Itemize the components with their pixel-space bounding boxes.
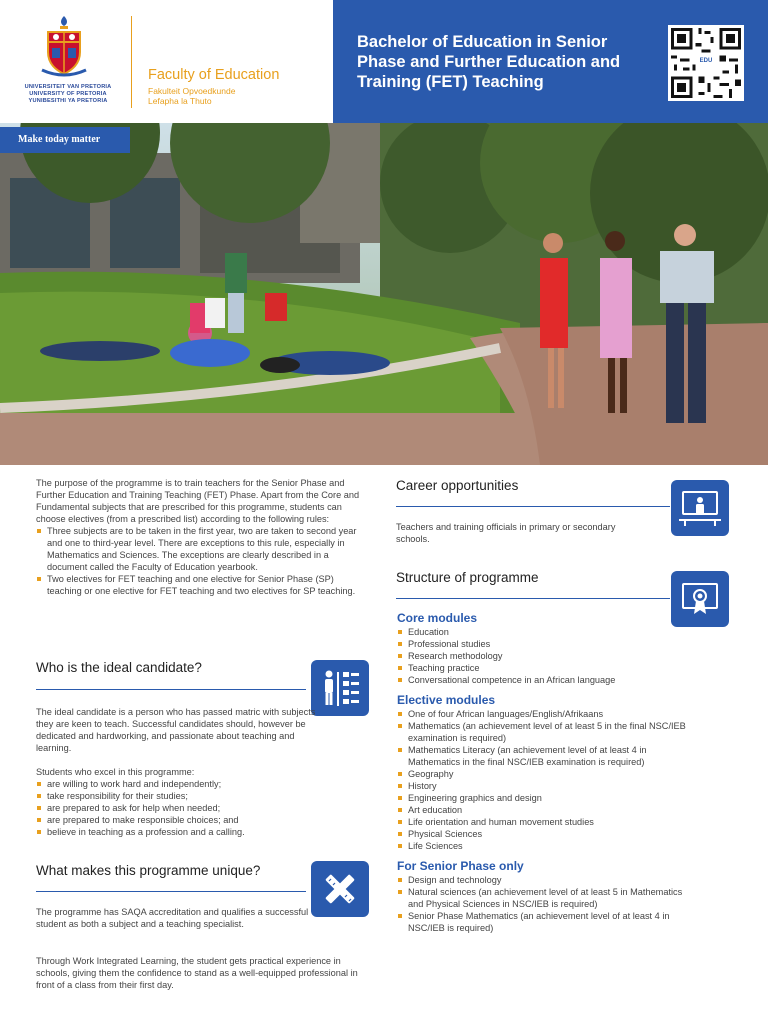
list-item: take responsibility for their studies;	[36, 790, 328, 802]
ideal-candidate-traits	[36, 766, 328, 838]
qr-code[interactable]	[668, 25, 744, 101]
list-item: Mathematics (an achievement level of at least 5 in the final NSC/IEB examination is required)	[397, 720, 697, 744]
section-rule	[396, 506, 670, 507]
list-item: Life orientation and human movement studies	[397, 816, 697, 828]
list-item: Physical Sciences	[397, 828, 697, 840]
header-divider	[131, 16, 132, 108]
tagline-banner: Make today matter	[0, 127, 130, 153]
list-item: Geography	[397, 768, 697, 780]
structure-heading: Structure of programme	[396, 570, 539, 585]
career-heading: Career opportunities	[396, 478, 519, 493]
list-item: Teaching practice	[397, 662, 697, 674]
list-item: Engineering graphics and design	[397, 792, 697, 804]
list-item: believe in teaching as a profession and a calling.	[36, 826, 328, 838]
elective-modules-heading: Elective modules	[397, 693, 496, 707]
section-rule	[396, 598, 670, 599]
list-item: History	[397, 780, 697, 792]
section-rule	[36, 891, 306, 892]
campus-photo	[0, 123, 768, 465]
traits-list	[36, 778, 328, 838]
list-item: Art education	[397, 804, 697, 816]
list-item: Professional studies	[397, 638, 697, 650]
career-paragraph: Teachers and training officials in primary or secondary schools.	[396, 522, 616, 544]
ideal-candidate-paragraph: The ideal candidate is a person who has passed matric with subjects they are keen to teach. Successful candidates should, however be dedicated and hardworking, and passionate about teaching and learning.	[36, 707, 316, 753]
list-item: Conversational competence in an African language	[397, 674, 697, 686]
faculty-subnames: Fakulteit Opvoedkunde Lefapha la Thuto	[148, 86, 236, 106]
intro-paragraph: The purpose of the programme is to train teachers for the Senior Phase and Further Education and Training Teaching (FET) Phase. Apart from the Core and Fundamental subjects that are prescribed for this programme, students can choose electives (from a prescribed list) according to the following rules:	[36, 478, 360, 524]
faculty-name: Faculty of Education	[148, 67, 280, 83]
elective-modules-list	[397, 708, 697, 852]
university-crest-logo	[40, 14, 88, 78]
list-item: are prepared to ask for help when needed;	[36, 802, 328, 814]
traits-lead: Students who excel in this programme:	[36, 767, 195, 777]
university-name: UNIVERSITEIT VAN PRETORIA UNIVERSITY OF PRETORIA YUNIBESITHI YA PRETORIA	[24, 84, 112, 104]
list-item: Natural sciences (an achievement level of at least 5 in Mathematics and Physical Sciences in NSC/IEB is required)	[397, 886, 697, 910]
list-item: are prepared to make responsible choices; and	[36, 814, 328, 826]
unique-paragraph-2: Through Work Integrated Learning, the student gets practical experience in schools, giving them the confidence to stand as a well-equipped professional in front of a class from their first day.	[36, 956, 358, 990]
structure-section	[397, 611, 697, 934]
list-item: Senior Phase Mathematics (an achievement level of at least 4 in NSC/IEB is required)	[397, 910, 697, 934]
senior-phase-list	[397, 874, 697, 934]
core-modules-list	[397, 626, 697, 686]
section-rule	[36, 689, 306, 690]
unique-heading: What makes this programme unique?	[36, 863, 261, 878]
senior-phase-heading: For Senior Phase only	[397, 859, 524, 873]
list-item: Life Sciences	[397, 840, 697, 852]
list-item: Two electives for FET teaching and one elective for Senior Phase (SP) teaching or one elective for FET teaching and two electives for SP teaching.	[36, 573, 362, 597]
list-item: Research methodology	[397, 650, 697, 662]
ideal-candidate-heading: Who is the ideal candidate?	[36, 660, 202, 675]
programme-title: Bachelor of Education in Senior Phase and Further Education and Training (FET) Teaching	[357, 33, 621, 91]
intro-rules-list	[36, 525, 362, 597]
core-modules-heading: Core modules	[397, 611, 478, 625]
list-item: Mathematics Literacy (an achievement level of at least 4 in Mathematics in the final NSC/IEB examination is required)	[397, 744, 697, 768]
classroom-icon	[671, 480, 729, 536]
list-item: Education	[397, 626, 697, 638]
unique-paragraph-1: The programme has SAQA accreditation and qualifies a successful student as both a subject and a teaching specialist.	[36, 907, 309, 929]
list-item: Design and technology	[397, 874, 697, 886]
list-item: One of four African languages/English/Afrikaans	[397, 708, 697, 720]
list-item: Three subjects are to be taken in the first year, two are taken to second year and one to third-year level. There are exceptions to this rule, especially in Mathematics and Sciences. The exceptions are clearly described in a document called the Faculty of Education yearbook.	[36, 525, 362, 573]
qr-center-label: EDU	[699, 58, 713, 64]
list-item: are willing to work hard and independently;	[36, 778, 328, 790]
intro-section	[36, 477, 362, 597]
